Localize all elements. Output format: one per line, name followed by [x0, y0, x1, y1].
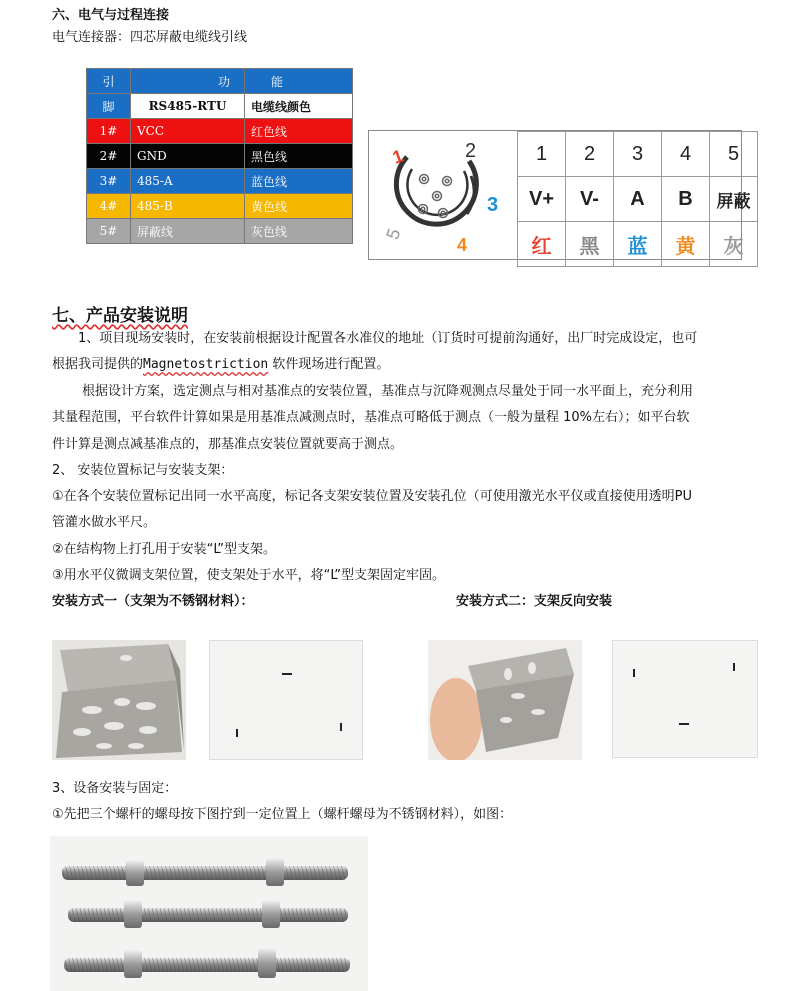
connector-face-icon	[369, 131, 519, 259]
connector-wire-color: 蓝	[614, 222, 662, 267]
connector-pin-number: 2	[566, 132, 614, 177]
pin-header-pin: 引	[87, 69, 131, 94]
pin-number: 5#	[87, 219, 131, 244]
pin-number: 2#	[87, 144, 131, 169]
bracket-photo-1	[52, 640, 186, 760]
connector-label-4: 4	[457, 235, 468, 255]
section7-p1-line1: 1、项目现场安装时，在安装前根据设计配置各水准仪的地址（订货时可提前沟通好，出厂时完成设定，也可	[78, 331, 698, 346]
section7-step3: ③用水平仪微调支架位置，使支架处于水平，将“L”型支架固定牢固。	[52, 568, 445, 583]
pin-function: 485-A	[131, 169, 245, 194]
pin-table	[86, 68, 353, 244]
connector-pin-number: 1	[518, 132, 566, 177]
section6-heading: 六、电气与过程连接	[52, 8, 170, 23]
pin-cable-color: 蓝色线	[245, 169, 353, 194]
software-name: Magnetostriction	[143, 357, 269, 372]
pin-function: 屏蔽线	[131, 219, 245, 244]
connector-signal: A	[614, 177, 662, 222]
section7-p2-line3: 件计算是测点减基准点的，那基准点安装位置就要高于测点。	[52, 437, 404, 452]
section7-p2-line2: 其量程范围，平台软件计算如果是用基准点减测点时，基准点可略低于测点（一般为量程 10%左右）；如平台软	[52, 410, 690, 425]
pin-cable-color: 黑色线	[245, 144, 353, 169]
section7-step3-1: ①先把三个螺杆的螺母按下图拧到一定位置上（螺杆螺母为不锈钢材料），如图：	[52, 807, 513, 822]
pin-row	[87, 119, 353, 144]
connector-pin-grid	[517, 131, 758, 267]
connector-pin-number: 5	[710, 132, 758, 177]
threaded-rods-photo	[50, 836, 368, 991]
section7-step1-line2: 管灌水做水平尺。	[52, 515, 157, 530]
pin-function: 485-B	[131, 194, 245, 219]
connector-wire-color: 黑	[566, 222, 614, 267]
section7-step2: ②在结构物上打孔用于安装“L”型支架。	[52, 542, 276, 557]
section7-p2-line1: 根据设计方案，选定测点与相对基准点的安装位置，基准点与沉降观测点尽量处于同一水平面上，充分利用	[82, 384, 694, 399]
method2-label: 安装方式二：支架反向安装	[456, 594, 613, 609]
connector-pin-number: 3	[614, 132, 662, 177]
section7-p1-line2: 根据我司提供的Magnetostriction 软件现场进行配置。	[52, 357, 390, 372]
pin-row	[87, 194, 353, 219]
pin-cable-color: 黄色线	[245, 194, 353, 219]
connector-label-1: 1	[389, 145, 407, 168]
pin-header-cable-color: 电缆线颜色	[245, 94, 353, 119]
pin-number: 1#	[87, 119, 131, 144]
method1-label: 安装方式一（支架为不锈钢材料）：	[52, 594, 254, 609]
pin-cable-color: 红色线	[245, 119, 353, 144]
pin-number: 3#	[87, 169, 131, 194]
connector-signal: B	[662, 177, 710, 222]
connector-signal: 屏蔽	[710, 177, 758, 222]
pin-cable-color: 灰色线	[245, 219, 353, 244]
connector-label-5: 5	[382, 225, 405, 243]
connector-wire-color: 红	[518, 222, 566, 267]
pin-function: GND	[131, 144, 245, 169]
mounting-marks-photo-2	[612, 640, 758, 758]
connector-signal: V-	[566, 177, 614, 222]
mounting-marks-photo-1	[209, 640, 363, 760]
pin-row	[87, 144, 353, 169]
pin-header-func-left: 功	[131, 69, 245, 94]
connector-label-2: 2	[465, 140, 477, 162]
pin-header-protocol: RS485-RTU	[131, 94, 245, 119]
pin-header-func-right: 能	[245, 69, 353, 94]
connector-wire-color: 黄	[662, 222, 710, 267]
section7-item3: 3、设备安装与固定：	[52, 781, 178, 796]
pin-header-pin-2: 脚	[87, 94, 131, 119]
pin-row	[87, 219, 353, 244]
connector-label-3: 3	[487, 194, 499, 216]
section7-step1-line1: ①在各个安装位置标记出同一水平高度，标记各支架安装位置及安装孔位（可使用激光水平仪或直接使用透明PU	[52, 489, 693, 504]
bracket-photo-2	[428, 640, 582, 760]
pin-function: VCC	[131, 119, 245, 144]
pin-row	[87, 169, 353, 194]
connector-wire-color: 灰	[710, 222, 758, 267]
section7-item2: 2、 安装位置标记与安装支架：	[52, 463, 234, 478]
section7-heading: 七、产品安装说明	[52, 306, 188, 326]
pin-number: 4#	[87, 194, 131, 219]
connector-pin-number: 4	[662, 132, 710, 177]
connector-signal: V+	[518, 177, 566, 222]
section6-subtitle: 电气连接器：四芯屏蔽电缆线引线	[52, 30, 248, 45]
